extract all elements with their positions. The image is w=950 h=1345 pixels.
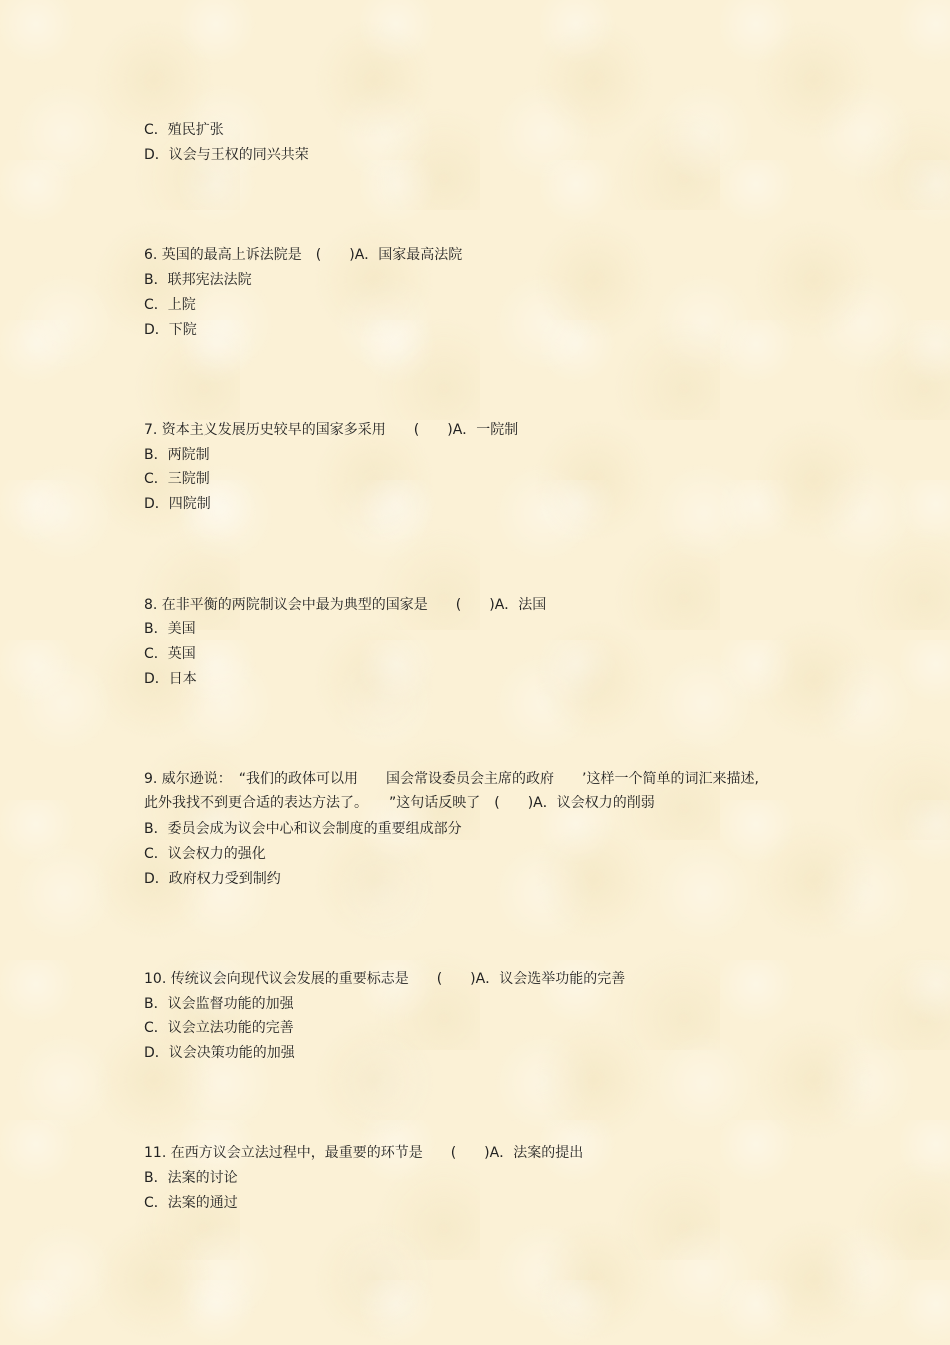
- option-d: D．四院制: [144, 496, 211, 512]
- option-d: D．议会与王权的同兴共荣: [144, 147, 309, 163]
- question-9: 9. 威尔逊说： “我们的政体可以用 国会常设委员会主席的政府 ’这样一个简单的词汇来描述,: [144, 771, 759, 787]
- option-d: D．下院: [144, 322, 197, 338]
- option-b: B．委员会成为议会中心和议会制度的重要组成部分: [144, 821, 462, 837]
- option-c: C．三院制: [144, 471, 210, 487]
- question-8: 8. 在非平衡的两院制议会中最为典型的国家是 ( )A．法国: [144, 597, 547, 613]
- question-9-continued: 此外我找不到更合适的表达方法了。 ”这句话反映了 ( )A．议会权力的削弱: [144, 795, 655, 811]
- question-7: 7. 资本主义发展历史较早的国家多采用 ( )A．一院制: [144, 422, 519, 438]
- option-c: C．议会立法功能的完善: [144, 1020, 294, 1036]
- option-b: B．两院制: [144, 447, 210, 463]
- option-b: B．法案的讨论: [144, 1170, 238, 1186]
- option-d: D．日本: [144, 671, 197, 687]
- option-c: C．上院: [144, 297, 196, 313]
- option-c: C．法案的通过: [144, 1195, 238, 1211]
- option-b: B．议会监督功能的加强: [144, 996, 294, 1012]
- option-c: C．议会权力的强化: [144, 846, 266, 862]
- option-c: C．殖民扩张: [144, 122, 224, 138]
- question-10: 10. 传统议会向现代议会发展的重要标志是 ( )A．议会选举功能的完善: [144, 971, 626, 987]
- question-11: 11. 在西方议会立法过程中，最重要的环节是 ( )A．法案的提出: [144, 1145, 584, 1161]
- option-b: B．美国: [144, 621, 196, 637]
- question-6: 6. 英国的最高上诉法院是 ( )A．国家最高法院: [144, 247, 463, 263]
- option-b: B．联邦宪法法院: [144, 272, 252, 288]
- option-d: D．议会决策功能的加强: [144, 1045, 295, 1061]
- option-c: C．英国: [144, 646, 196, 662]
- option-d: D．政府权力受到制约: [144, 871, 281, 887]
